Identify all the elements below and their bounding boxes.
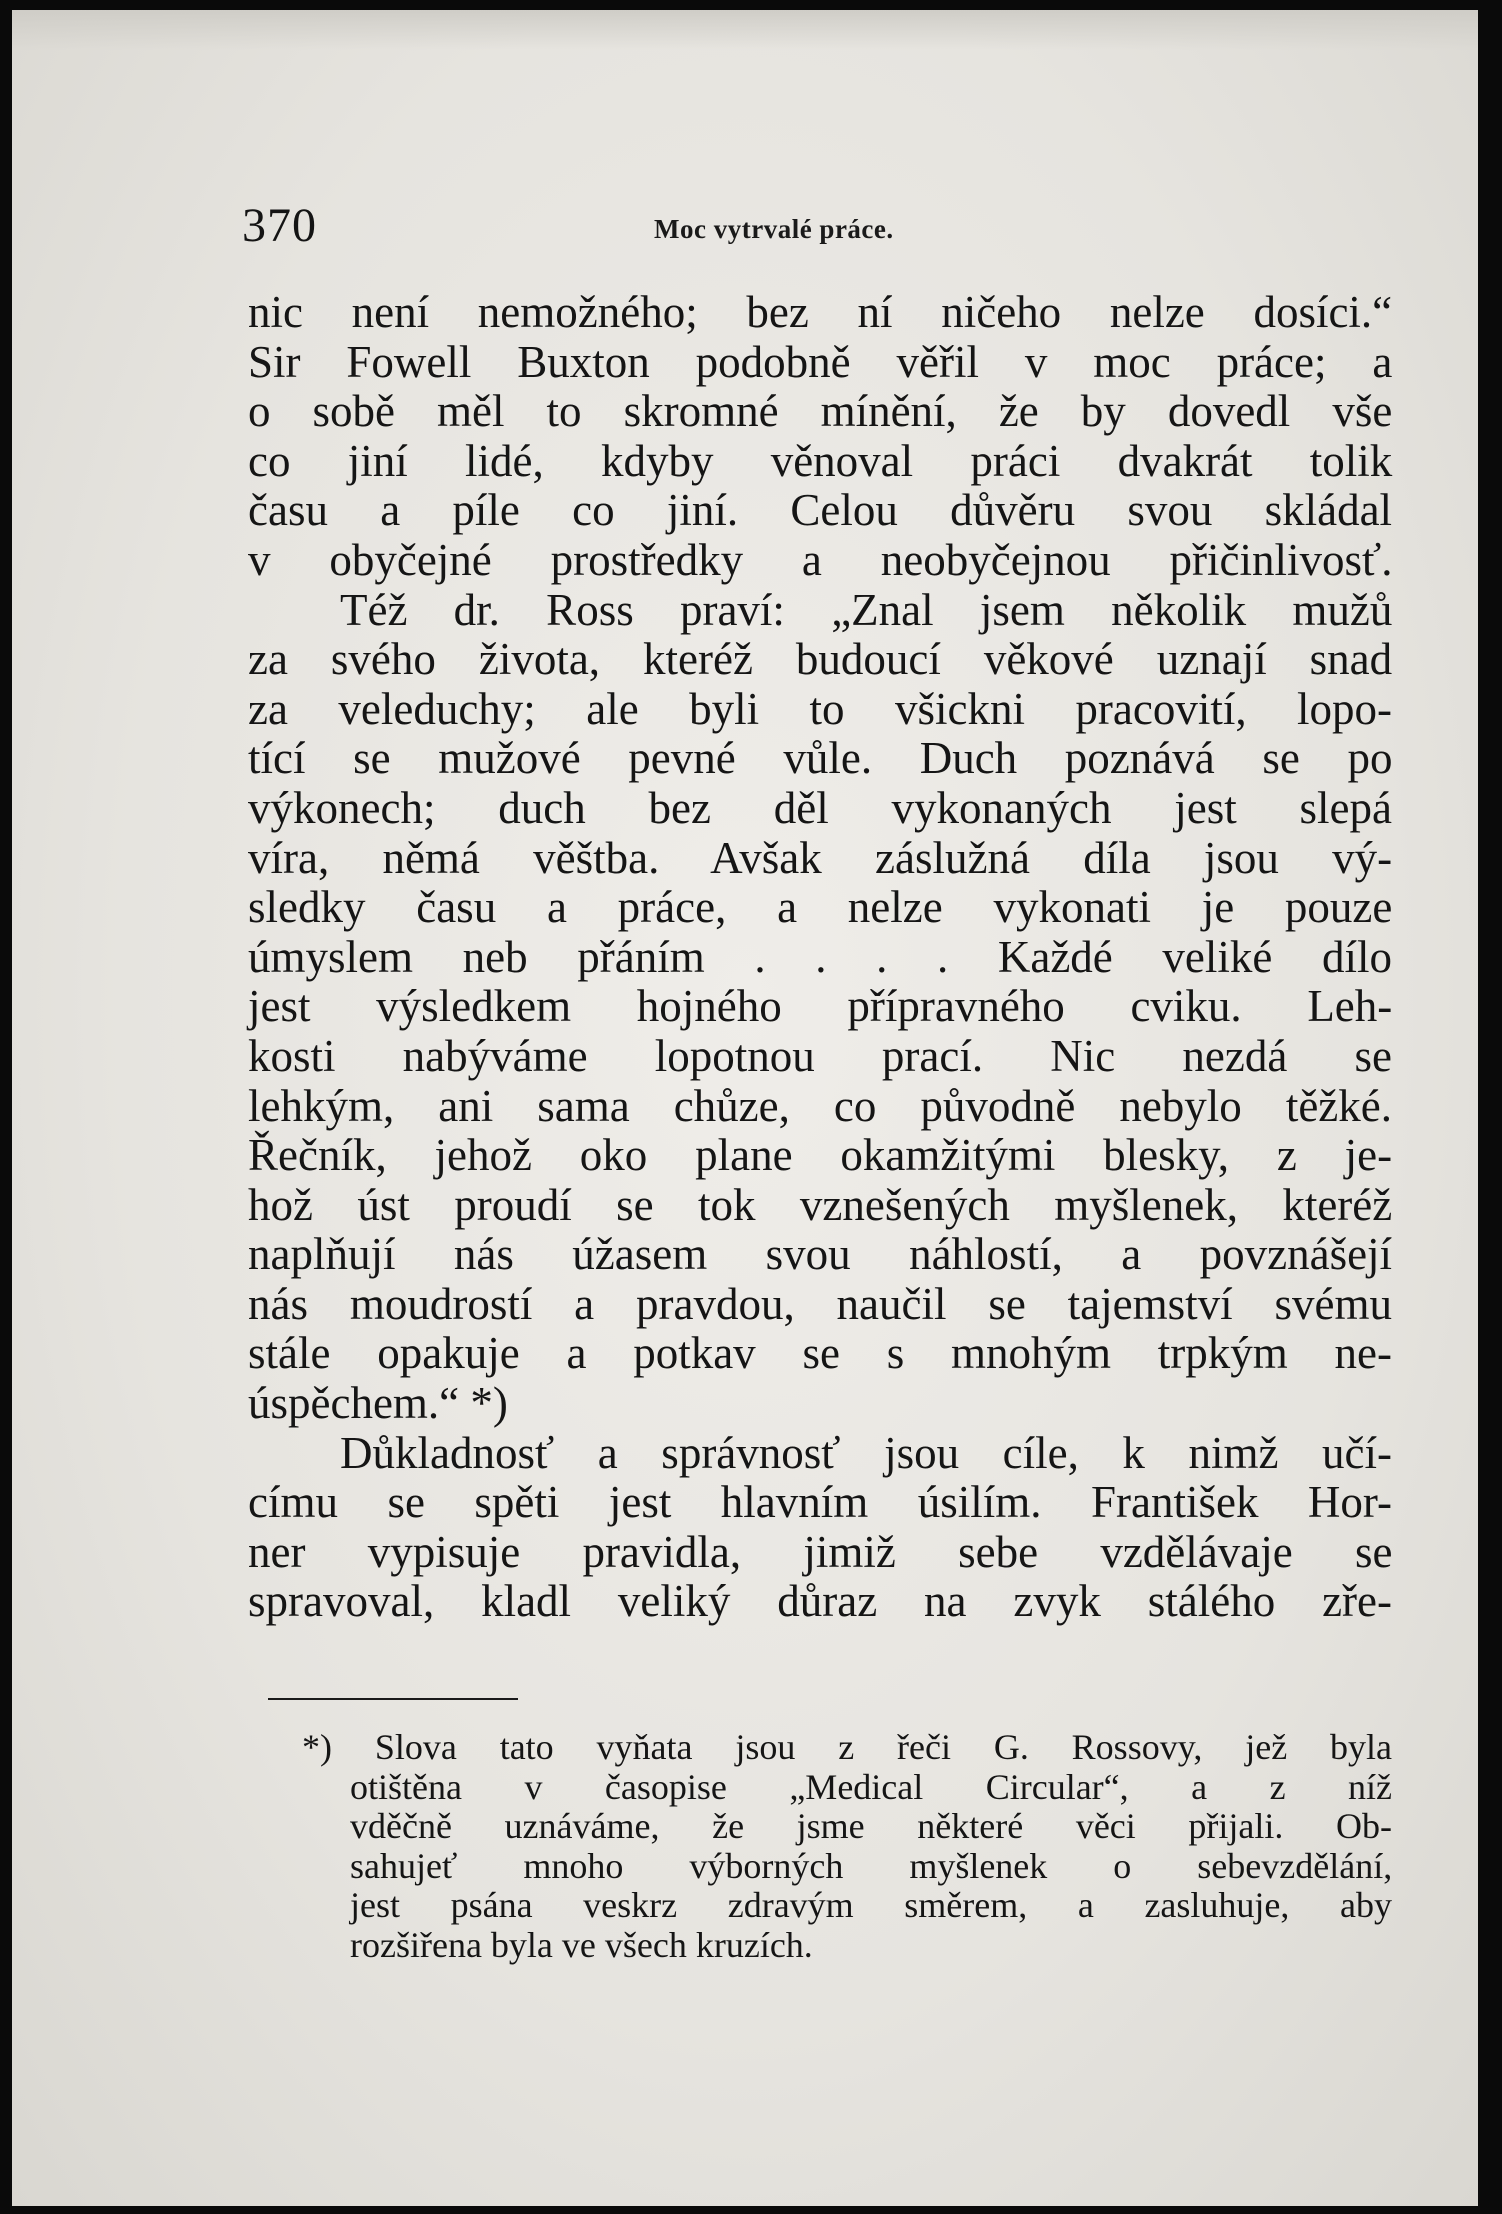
text-line: hož úst proudí se tok vznešených myšlenek, kteréž — [248, 1179, 1393, 1230]
text-line: co jiní lidé, kdyby věnoval práci dvakrát tolik — [248, 435, 1393, 486]
text-line: za veleduchy; ale byli to všickni pracovití, lopo- — [248, 683, 1392, 734]
text-line: času a píle co jiní. Celou důvěru svou skládal — [248, 485, 1393, 536]
text-line: jest výsledkem hojného přípravného cviku. Leh- — [248, 981, 1393, 1032]
text-line: výkonech; duch bez děl vykonaných jest slepá — [248, 782, 1392, 833]
text-line: tící se mužové pevné vůle. Duch poznává se po — [248, 733, 1393, 784]
text-line: kosti nabýváme lopotnou prací. Nic nezdá se — [248, 1030, 1392, 1081]
body-text — [248, 288, 1392, 1627]
text-line: Řečník, jehož oko plane okamžitými blesky, z je- — [248, 1130, 1393, 1181]
footnote-line: vděčně uznáváme, že jsme některé věci přijali. Ob- — [350, 1806, 1392, 1846]
text-line: Sir Fowell Buxton podobně věřil v moc práce; a — [248, 336, 1393, 387]
footnote-line: otištěna v časopise „Medical Circular“, a z níž — [350, 1766, 1392, 1807]
text-line: sledky času a práce, a nelze vykonati je pouze — [248, 882, 1393, 933]
text-line: címu se spěti jest hlavním úsilím. František Hor- — [248, 1477, 1392, 1528]
text-line: naplňují nás úžasem svou náhlostí, a povznášejí — [248, 1229, 1393, 1280]
text-line: o sobě měl to skromné mínění, že by dovedl vše — [248, 386, 1393, 437]
page-header — [242, 198, 1392, 258]
page-edge-shadow — [12, 10, 1478, 50]
text-line: víra, němá věštba. Avšak záslužná díla jsou vý- — [248, 832, 1393, 883]
text-line: stále opakuje a potkav se s mnohým trpkým ne- — [248, 1328, 1392, 1379]
running-title: Moc vytrvalé práce. — [654, 214, 894, 244]
text-line: za svého života, kteréž budoucí věkové uznají snad — [248, 634, 1393, 685]
text-line: nás moudrostí a pravdou, naučil se tajemství svému — [248, 1278, 1392, 1329]
text-line: Též dr. Ross praví: „Znal jsem několik mužů — [340, 584, 1393, 635]
text-line: ner vypisuje pravidla, jimiž sebe vzdělávaje se — [248, 1526, 1393, 1577]
text-line: v obyčejné prostředky a neobyčejnou přičinlivosť. — [248, 534, 1393, 585]
book-page — [12, 10, 1478, 2206]
footnote-line: rozšiřena byla ve všech kruzích. — [350, 1924, 813, 1965]
text-line: Důkladnosť a správnosť jsou cíle, k nimž učí- — [340, 1427, 1392, 1478]
text-line: úspěchem.“ *) — [248, 1378, 508, 1429]
page-number: 370 — [242, 199, 317, 252]
text-line: nic není nemožného; bez ní ničeho nelze dosíci.“ — [248, 287, 1393, 337]
text-line: spravoval, kladl veliký důraz na zvyk stálého zře- — [248, 1576, 1392, 1627]
footnote-line: *) Slova tato vyňata jsou z řeči G. Rossovy, jež byla — [302, 1727, 1392, 1767]
footnote-line: sahujeť mnoho výborných myšlenek o sebevzdělání, — [350, 1845, 1393, 1886]
text-line: lehkým, ani sama chůze, co původně nebylo těžké. — [248, 1080, 1392, 1131]
footnote-line: jest psána veskrz zdravým směrem, a zasluhuje, aby — [350, 1885, 1392, 1925]
footnote-divider — [268, 1698, 518, 1700]
text-line: úmyslem neb přáním . . . . Každé veliké dílo — [248, 931, 1392, 982]
footnote — [302, 1727, 1393, 1965]
